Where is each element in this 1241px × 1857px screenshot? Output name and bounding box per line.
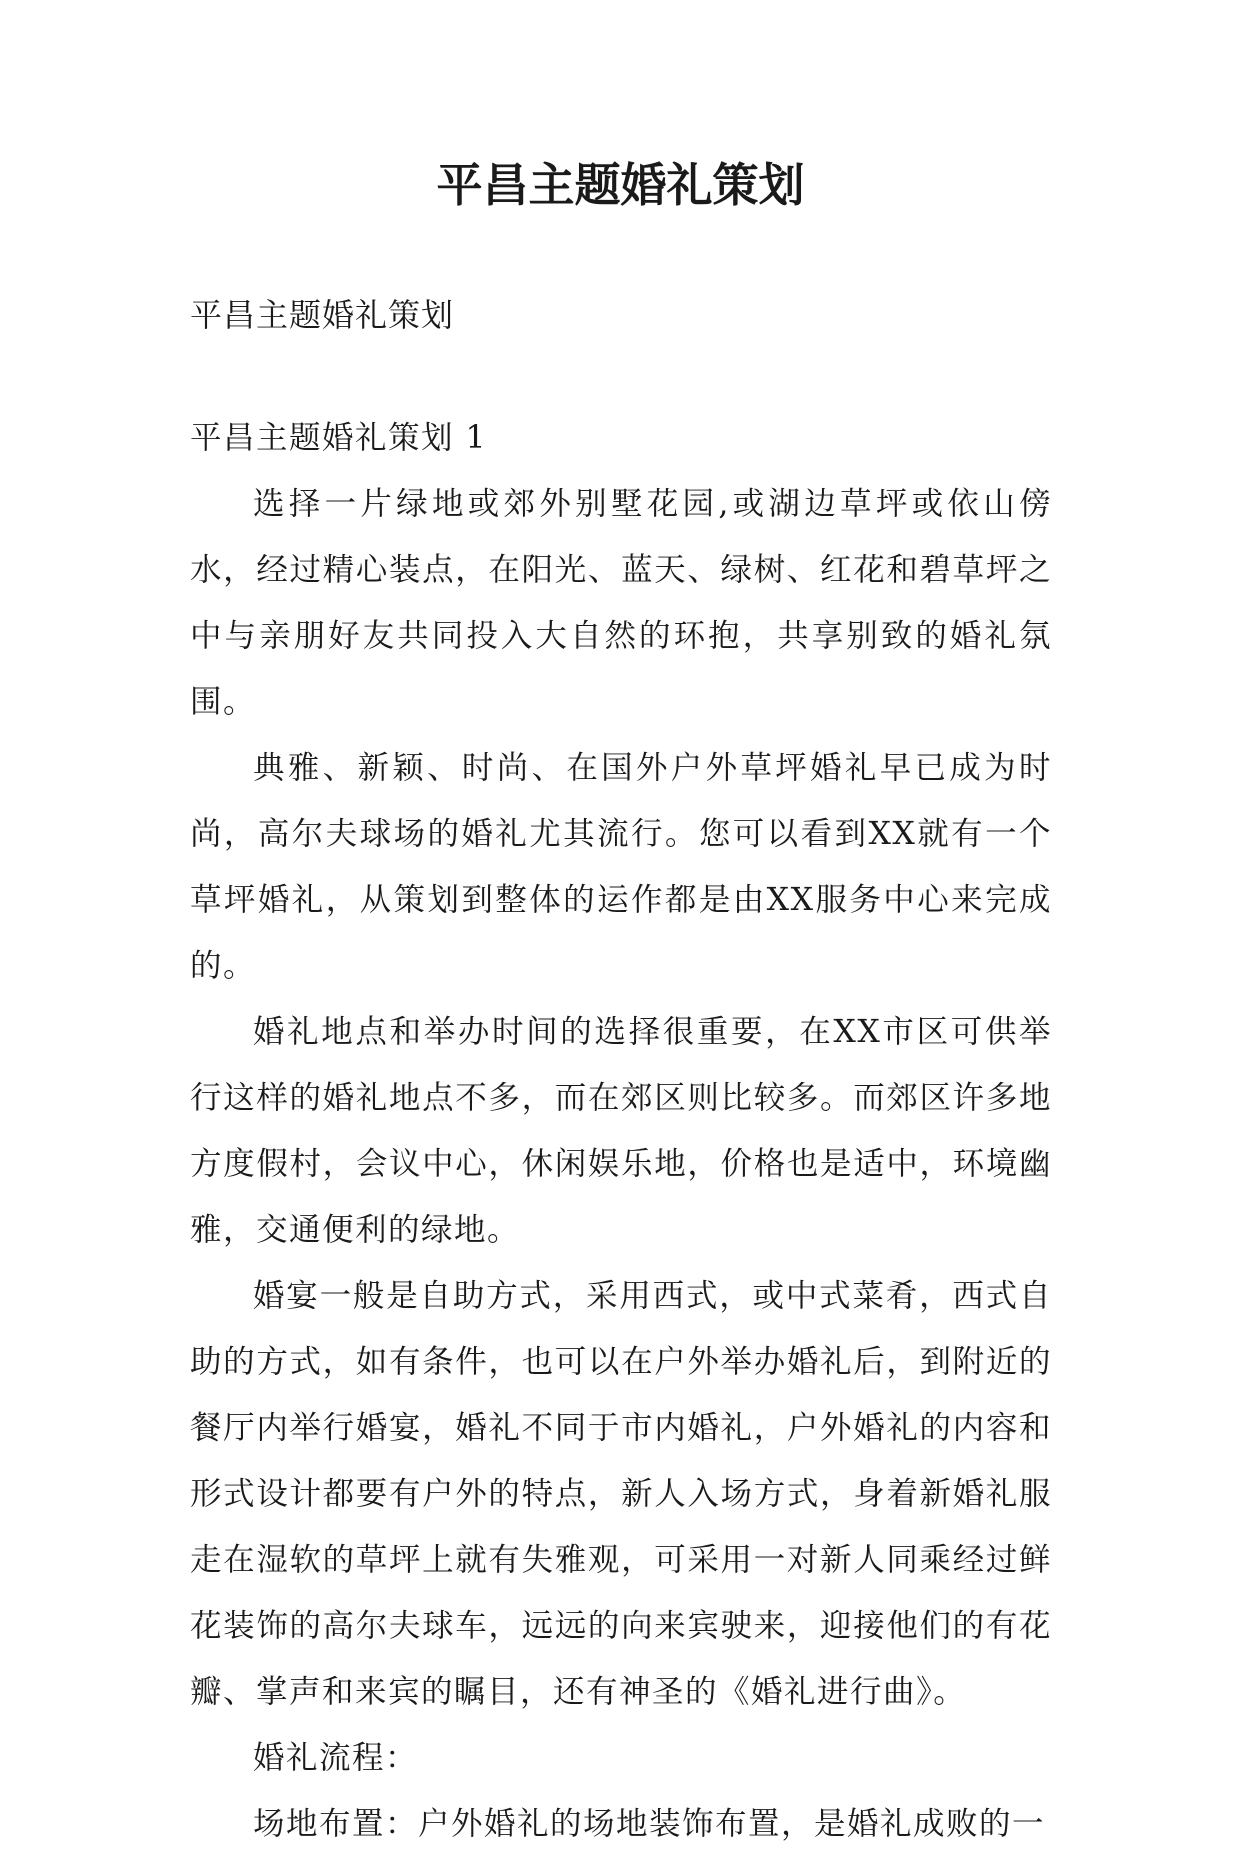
paragraph: 场地布置：户外婚礼的场地装饰布置，是婚礼成败的一 <box>253 1806 1046 1842</box>
paragraph: 选择一片绿地或郊外别墅花园,或湖边草坪或依山傍水，经过精心装点，在阳光、蓝天、绿树、红花和碧草坪之中与亲朋好友共同投入大自然的环抱，共享别致的婚礼氛围。 <box>190 486 1052 720</box>
paragraph: 婚礼流程： <box>253 1740 419 1776</box>
document-subtitle: 平昌主题婚礼策划 <box>190 296 455 334</box>
document-body <box>190 405 1052 1857</box>
section-heading: 平昌主题婚礼策划 1 <box>190 420 488 456</box>
paragraph: 婚宴一般是自助方式，采用西式，或中式菜肴，西式自助的方式，如有条件，也可以在户外举办婚礼后，到附近的餐厅内举行婚宴，婚礼不同于市内婚礼，户外婚礼的内容和形式设计都要有户外的特点，新人入场方式，身着新婚礼服走在湿软的草坪上就有失雅观，可采用一对新人同乘经过鲜花装饰的高尔夫球车，远远的向来宾驶来，迎接他们的有花瓣、掌声和来宾的瞩目，还有神圣的《婚礼进行曲》。 <box>190 1278 1052 1710</box>
paragraph: 典雅、新颖、时尚、在国外户外草坪婚礼早已成为时尚，高尔夫球场的婚礼尤其流行。您可以看到XX就有一个草坪婚礼，从策划到整体的运作都是由XX服务中心来完成的。 <box>190 750 1052 984</box>
document-title: 平昌主题婚礼策划 <box>436 158 805 212</box>
paragraph: 婚礼地点和举办时间的选择很重要，在XX市区可供举行这样的婚礼地点不多，而在郊区则比较多。而郊区许多地方度假村，会议中心，休闲娱乐地，价格也是适中，环境幽雅，交通便利的绿地。 <box>190 1014 1052 1248</box>
